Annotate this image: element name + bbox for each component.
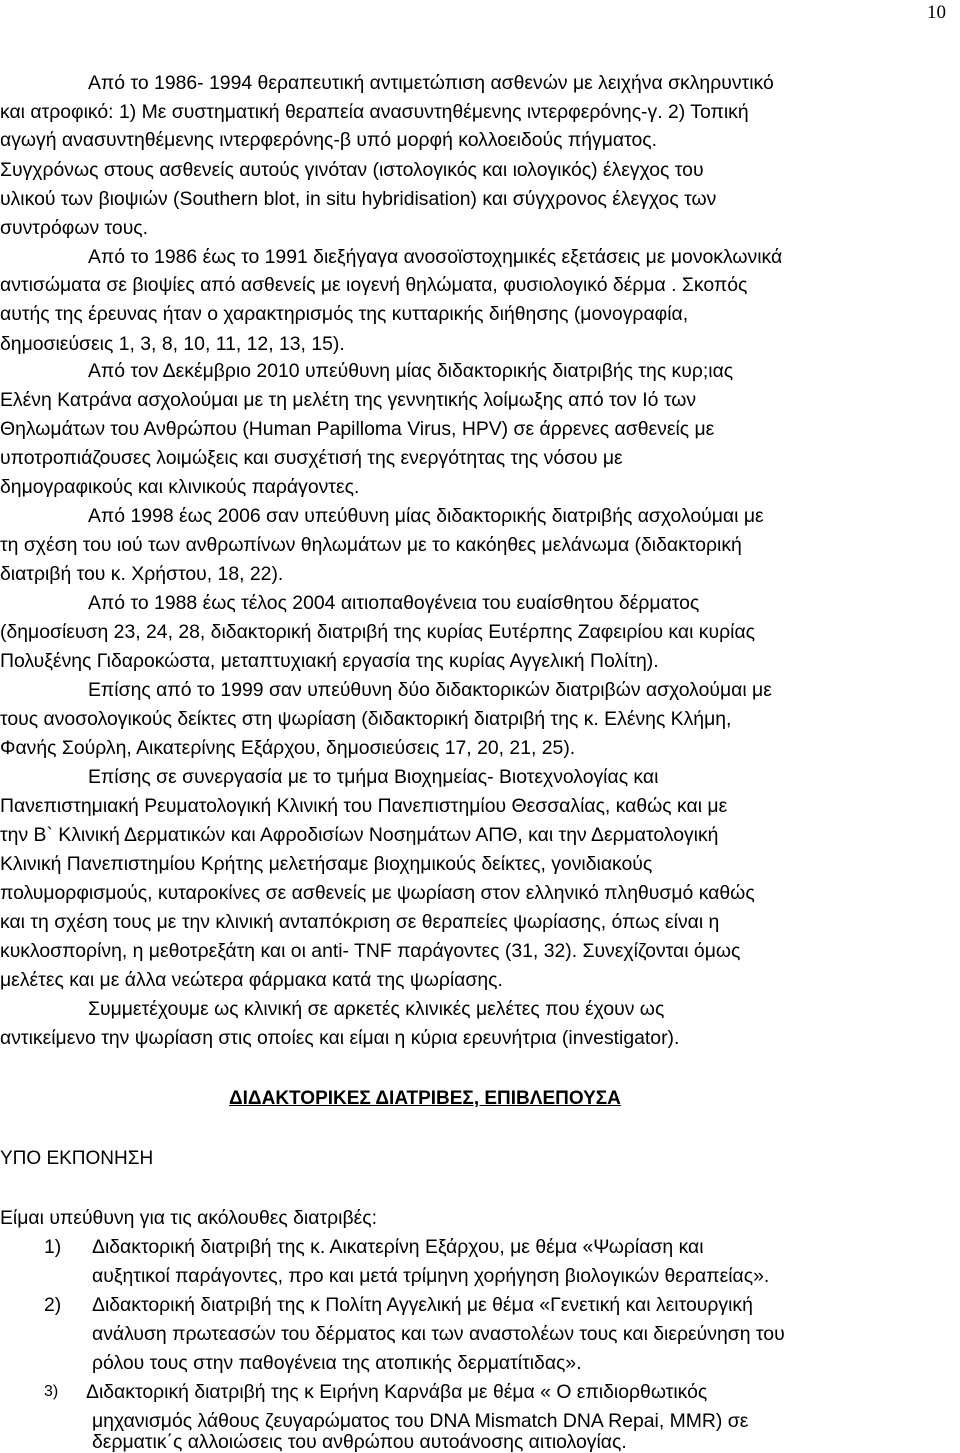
list-item-line: Διδακτορική διατριβή της κ Πολίτη Αγγελική με θέμα «Γενετική και λειτουργική — [92, 1294, 753, 1316]
text-line: τους ανοσολογικούς δείκτες στη ψωρίαση (διδακτορική διατριβή της κ. Ελένης Κλήμη, — [0, 708, 732, 730]
list-item-line: αυξητικοί παράγοντες, προ και μετά τρίμηνη χορήγηση βιολογικών θεραπείας». — [92, 1265, 770, 1287]
text-line: τη σχέση του ιού των ανθρωπίνων θηλωμάτων με το κακόηθες μελάνωμα (διδακτορική — [0, 534, 742, 556]
subsection-heading: ΥΠΟ ΕΚΠΟΝΗΣΗ — [0, 1148, 154, 1169]
list-item-line: δερματικ΄ς αλλοιώσεις του ανθρώπου αυτοάνοσης αιτιολογίας. — [92, 1431, 627, 1453]
list-item-line: ρόλου τους στην παθογένεια της ατοπικής δερματίτιδας». — [92, 1352, 582, 1374]
list-item-line: Διδακτορική διατριβή της κ. Αικατερίνη Εξάρχου, με θέμα «Ψωρίαση και — [92, 1236, 704, 1258]
list-item-line: ανάλυση πρωτεασών του δέρματος και των αναστολέων τους και διερεύνηση του — [92, 1323, 785, 1345]
text-line: και τη σχέση τους με την κλινική ανταπόκριση σε θεραπείες ψωρίασης, όπως είναι η — [0, 911, 720, 933]
text-line: Επίσης σε συνεργασία με το τμήμα Βιοχημείας- Βιοτεχνολογίας και — [88, 766, 659, 788]
text-line: Πολυξένης Γιδαροκώστα, μεταπτυχιακή εργασία της κυρίας Αγγελική Πολίτη). — [0, 650, 659, 672]
text-line: υλικού των βιοψιών (Southern blot, in situ hybridisation) και σύγχρονος έλεγχος των — [0, 188, 717, 210]
text-line: Από το 1988 έως τέλος 2004 αιτιοπαθογένεια του ευαίσθητου δέρματος — [88, 592, 700, 614]
text-line: Από τον Δεκέμβριο 2010 υπεύθυνη μίας διδακτορικής διατριβής της κυρ;ιας — [88, 360, 734, 382]
page-number: 10 — [927, 2, 946, 23]
text-line: πολυμορφισμούς, κυταροκίνες σε ασθενείς με ψωρίαση στον ελληνικό πληθυσμό καθώς — [0, 882, 755, 904]
intro-text: Είμαι υπεύθυνη για τις ακόλουθες διατριβές: — [0, 1207, 377, 1229]
text-line: συντρόφων τους. — [0, 217, 149, 239]
text-line: Ελένη Κατράνα ασχολούμαι με τη μελέτη της γεννητικής λοίμωξης από τον Ιό των — [0, 389, 697, 411]
text-line: αυτής της έρευνας ήταν ο χαρακτηρισμός της κυτταρικής διήθησης (μονογραφία, — [0, 303, 689, 325]
text-line: Φανής Σούρλη, Αικατερίνης Εξάρχου, δημοσιεύσεις 17, 20, 21, 25). — [0, 737, 576, 759]
text-line: Συμμετέχουμε ως κλινική σε αρκετές κλινικές μελέτες που έχουν ως — [88, 998, 665, 1020]
text-line: Επίσης από το 1999 σαν υπεύθυνη δύο διδακτορικών διατριβών ασχολούμαι με — [88, 679, 772, 701]
list-item-line: μηχανισμός λάθους ζευγαρώματος του DNA Mismatch DNA Repai, MMR) σε — [92, 1410, 749, 1432]
text-line: Από το 1986 έως το 1991 διεξήγαγα ανοσοϊστοχημικές εξετάσεις με μονοκλωνικά — [88, 246, 783, 268]
text-line: Συγχρόνως στους ασθενείς αυτούς γινόταν (ιστολογικός και ιολογικός) έλεγχος του — [0, 159, 704, 181]
text-line: αντισώματα σε βιοψίες από ασθενείς με ιογενή θηλώματα, φυσιολογικό δέρμα . Σκοπός — [0, 274, 748, 296]
list-number: 1) — [44, 1236, 62, 1258]
list-number: 3) — [44, 1383, 59, 1400]
text-line: Κλινική Πανεπιστημίου Κρήτης μελετήσαμε βιοχημικούς δείκτες, γονιδιακούς — [0, 853, 653, 875]
text-line: δημογραφικούς και κλινικούς παράγοντες. — [0, 476, 360, 498]
text-line: την Β` Κλινική Δερματικών και Αφροδισίων Νοσημάτων ΑΠΘ, και την Δερματολογική — [0, 824, 719, 846]
text-line: διατριβή του κ. Χρήστου, 18, 22). — [0, 563, 284, 585]
text-line: μελέτες και με άλλα νεώτερα φάρμακα κατά της ψωρίασης. — [0, 969, 503, 991]
section-heading: ΔΙΔΑΚΤΟΡΙΚΕΣ ΔΙΑΤΡΙΒΕΣ, ΕΠΙΒΛΕΠΟΥΣΑ — [229, 1088, 621, 1109]
text-line: (δημοσίευση 23, 24, 28, διδακτορική διατριβή της κυρίας Ευτέρπης Ζαφειρίου και κυρίας — [0, 621, 755, 643]
text-line: και ατροφικό: 1) Με συστηματική θεραπεία ανασυντηθέμενης ιντερφερόνης-γ. 2) Τοπική — [0, 101, 749, 123]
text-line: Πανεπιστημιακή Ρευματολογική Κλινική του Πανεπιστημίου Θεσσαλίας, καθώς και με — [0, 795, 728, 817]
text-line: υποτροπιάζουσες λοιμώξεις και συσχέτισή της ενεργότητας της νόσου με — [0, 447, 623, 469]
text-line: αντικείμενο την ψωρίαση στις οποίες και είμαι η κύρια ερευνήτρια (investigator). — [0, 1027, 680, 1049]
text-line: δημοσιεύσεις 1, 3, 8, 10, 11, 12, 13, 15). — [0, 333, 345, 355]
list-number: 2) — [44, 1294, 62, 1316]
text-line: κυκλοσπορίνη, η μεθοτρεξάτη και οι anti- TNF παράγοντες (31, 32). Συνεχίζονται όμως — [0, 940, 741, 962]
text-line: Από 1998 έως 2006 σαν υπεύθυνη μίας διδακτορικής διατριβής ασχολούμαι με — [88, 505, 764, 527]
text-line: αγωγή ανασυντηθέμενης ιντερφερόνης-β υπό μορφή κολλοειδούς πήγματος. — [0, 129, 658, 151]
text-line: Θηλωμάτων του Ανθρώπου (Human Papilloma Virus, HPV) σε άρρενες ασθενείς με — [0, 418, 715, 440]
list-item-line: Διδακτορική διατριβή της κ Ειρήνη Καρνάβα με θέμα « Ο επιδιορθωτικός — [86, 1381, 708, 1403]
text-line: Από το 1986- 1994 θεραπευτική αντιμετώπιση ασθενών με λειχήνα σκληρυντικό — [88, 72, 774, 94]
